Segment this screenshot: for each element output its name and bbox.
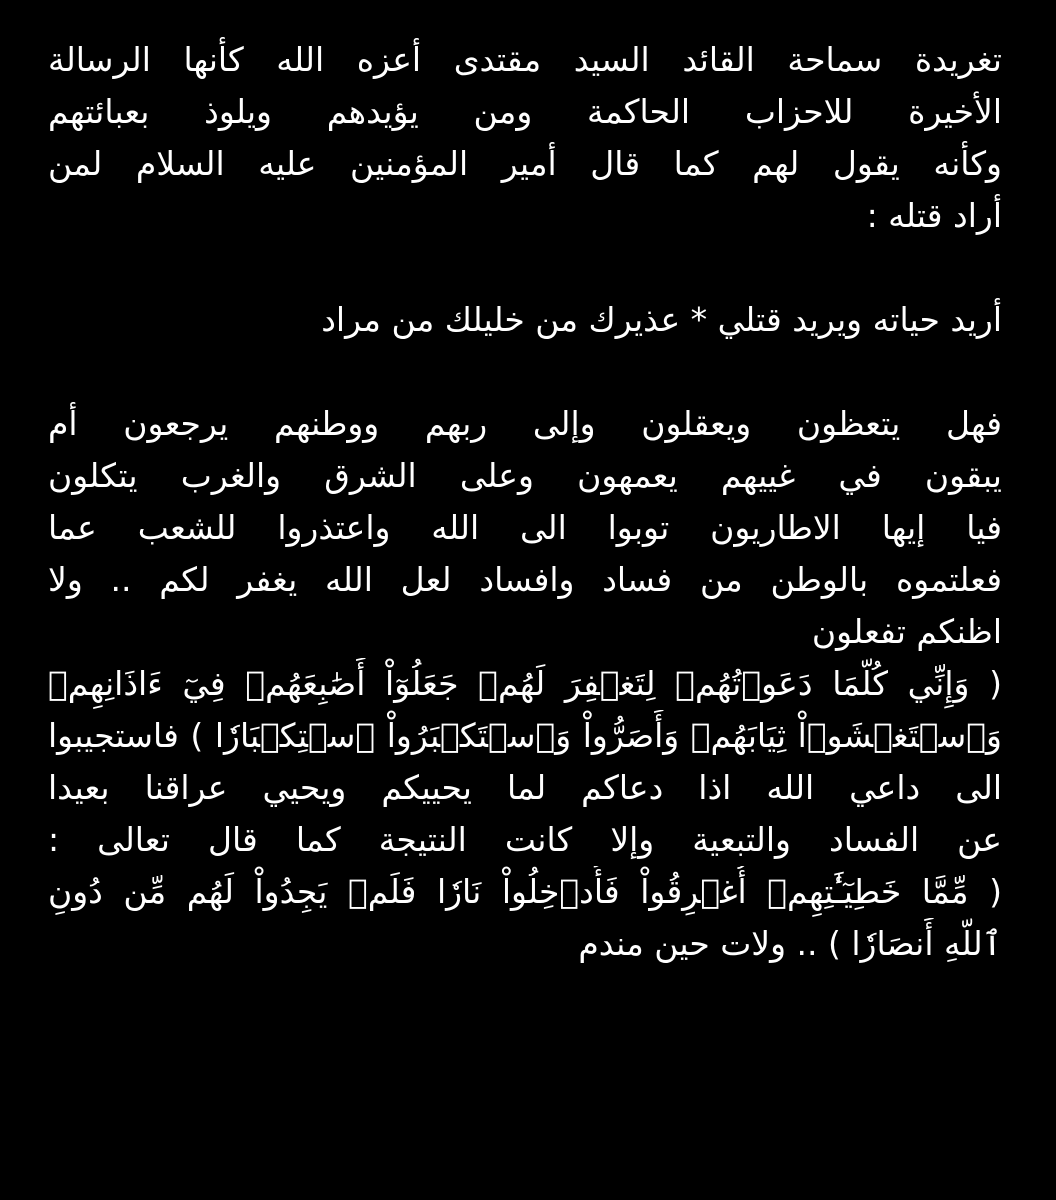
tweet-text-body — [48, 34, 1002, 970]
text-line: فيا إيها الاطاريون توبوا الى الله واعتذروا للشعب عما — [48, 508, 1002, 547]
text-line: أراد قتله : — [866, 196, 1002, 235]
text-line: الأخيرة للاحزاب الحاكمة ومن يؤيدهم ويلوذ بعبائتهم — [48, 92, 1002, 131]
paragraph-gap — [48, 346, 1002, 398]
text-line: الى داعي الله اذا دعاكم لما يحييكم ويحيي عراقنا بعيدا — [48, 768, 1002, 807]
quran-quote-line: ٱللَّهِ أَنصَارٗا ) .. ولات حين مندم — [578, 924, 1002, 963]
text-line: فعلتموه بالوطن من فساد وافساد لعل الله يغفر لكم .. ولا — [48, 560, 1002, 599]
quran-quote-line: ( وَإِنِّي كُلَّمَا دَعَوۡتُهُمۡ لِتَغۡفِرَ لَهُمۡ جَعَلُوٓاْ أَصَٰبِعَهُمۡ فِيٓ ءَاذَانِهِمۡ — [48, 664, 1002, 703]
quran-quote-line: وَٱسۡتَغۡشَوۡاْ ثِيَابَهُمۡ وَأَصَرُّواْ وَٱسۡتَكۡبَرُواْ ٱسۡتِكۡبَارٗا ) فاستجيبوا — [48, 716, 1002, 755]
text-line: اظنكم تفعلون — [811, 612, 1002, 651]
text-line: تغريدة سماحة القائد السيد مقتدى أعزه الله كأنها الرسالة — [48, 40, 1002, 79]
poetry-verse: أريد حياته ويريد قتلي * عذيرك من خليلك من مراد — [321, 300, 1002, 339]
text-line: فهل يتعظون ويعقلون وإلى ربهم ووطنهم يرجعون أم — [48, 404, 1002, 443]
paragraph-gap — [48, 242, 1002, 294]
text-line: عن الفساد والتبعية وإلا كانت النتيجة كما قال تعالى : — [48, 820, 1002, 859]
text-line: يبقون في غييهم يعمهون وعلى الشرق والغرب يتكلون — [48, 456, 1002, 495]
quran-quote-line: ( مِّمَّا خَطِيٓـَٰٔتِهِمۡ أُغۡرِقُواْ فَأُدۡخِلُواْ نَارٗا فَلَمۡ يَجِدُواْ لَهُم مِّن دُونِ — [48, 872, 1002, 911]
text-line: وكأنه يقول لهم كما قال أمير المؤمنين عليه السلام لمن — [48, 144, 1002, 183]
